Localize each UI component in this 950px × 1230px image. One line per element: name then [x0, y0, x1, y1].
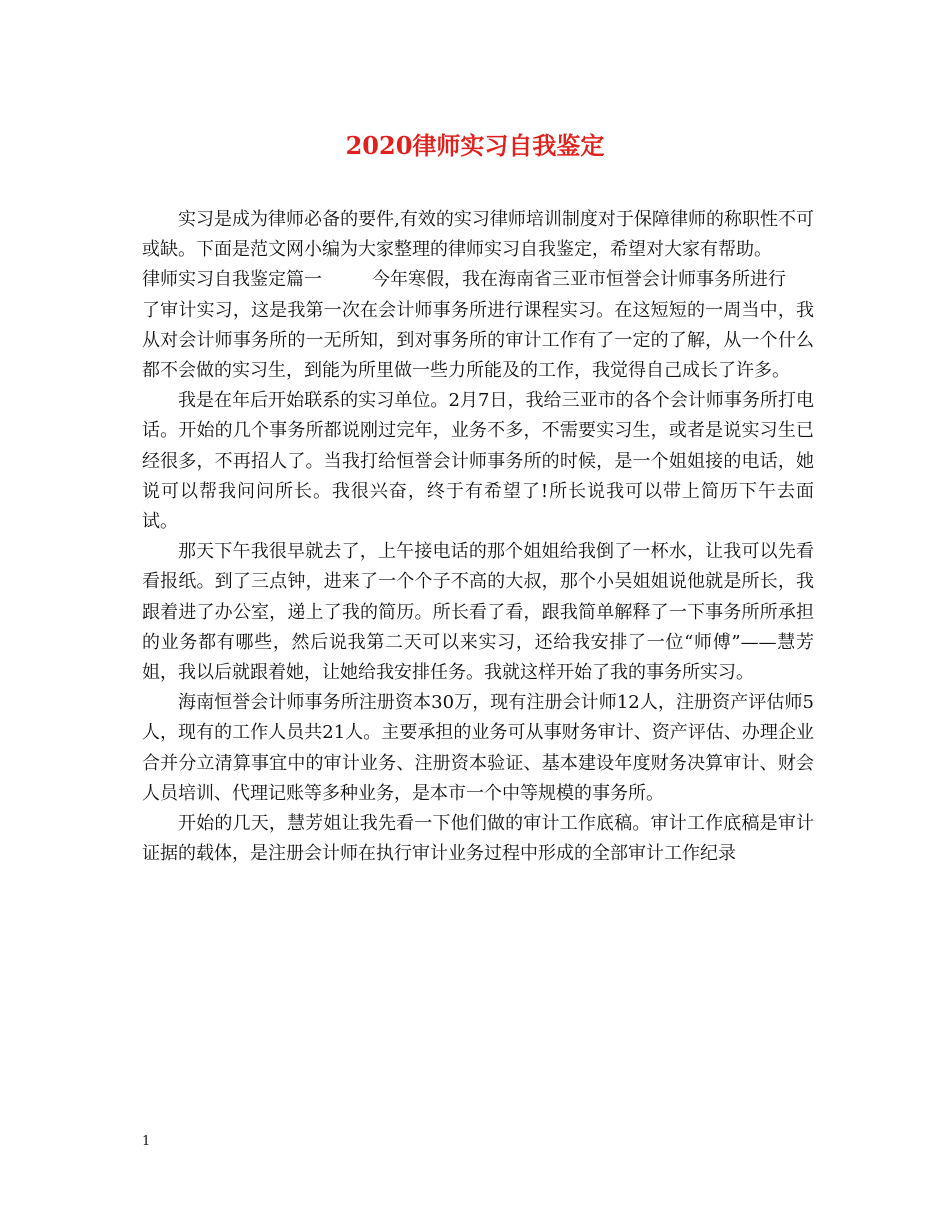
- paragraph-section-1-continued: 了审计实习，这是我第一次在会计师事务所进行课程实习。在这短短的一周当中，我从对会计师事务所的一无所知，到对事务所的审计工作有了一定的了解，从一个什么都不会做的实习生，到能为所里做一些力所能及的工作，我觉得自己成长了许多。: [142, 299, 814, 382]
- document-title: 2020律师实习自我鉴定: [345, 131, 605, 160]
- paragraph-2: 我是在年后开始联系的实习单位。2月7日，我给三亚市的各个会计师事务所打电话。开始的几个事务所都说刚过完年，业务不多，不需要实习生，或者是说实习生已经很多，不再招人了。当我打给恒誉会计师事务所的时候，是一个姐姐接的电话，她说可以帮我问问所长。我很兴奋，终于有希望了!所长说我可以带上简历下午去面试。: [142, 390, 814, 533]
- document-body: [142, 205, 814, 869]
- paragraph-intro: 实习是成为律师必备的要件,有效的实习律师培训制度对于保障律师的称职性不可或缺。下面是范文网小编为大家整理的律师实习自我鉴定，希望对大家有帮助。: [142, 209, 814, 261]
- section-heading: 律师实习自我鉴定篇一: [142, 269, 322, 291]
- paragraph-3: 那天下午我很早就去了，上午接电话的那个姐姐给我倒了一杯水，让我可以先看看报纸。到了三点钟，进来了一个个子不高的大叔，那个小吴姐姐说他就是所长，我跟着进了办公室，递上了我的简历。所长看了看，跟我简单解释了一下事务所所承担的业务都有哪些，然后说我第二天可以来实习，还给我安排了一位“师傅”——慧芳姐，我以后就跟着她，让她给我安排任务。我就这样开始了我的事务所实习。: [142, 541, 814, 684]
- paragraph-4: 海南恒誉会计师事务所注册资本30万，现有注册会计师12人，注册资产评估师5人，现有的工作人员共21人。主要承担的业务可从事财务审计、资产评估、办理企业合并分立清算事宜中的审计业务、注册资本验证、基本建设年度财务决算审计、财会人员培训、代理记账等多种业务，是本市一个中等规模的事务所。: [142, 692, 814, 804]
- paragraph-5: 开始的几天，慧芳姐让我先看一下他们做的审计工作底稿。审计工作底稿是审计证据的载体，是注册会计师在执行审计业务过程中形成的全部审计工作纪录: [142, 813, 814, 865]
- page-number: 1: [142, 1134, 151, 1149]
- section-first-line-text: 今年寒假，我在海南省三亚市恒誉会计师事务所进行: [372, 269, 786, 291]
- section-first-line: [142, 265, 814, 295]
